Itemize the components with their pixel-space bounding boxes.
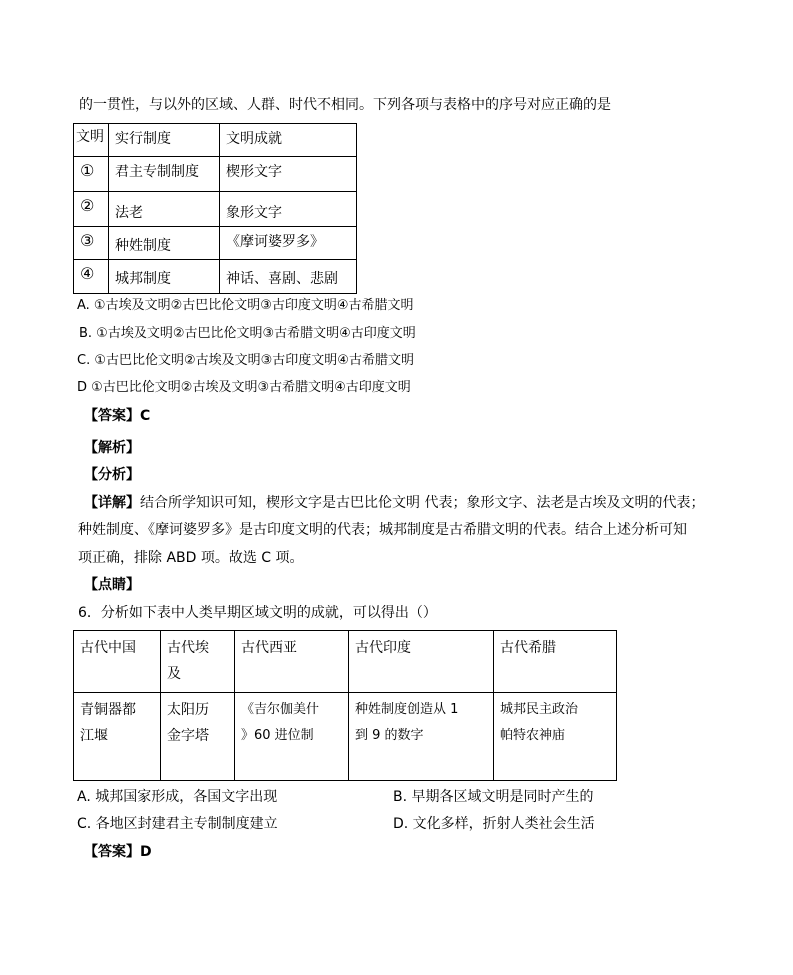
q5-option-d: D ①古巴比伦文明②古埃及文明③古希腊文明④古印度文明	[77, 380, 411, 395]
detail-line-2: 种姓制度、《摩诃婆罗多》是古印度文明的代表；城邦制度是古希腊文明的代表。结合上述分析可知	[78, 522, 687, 538]
table-cell: 种姓制度创造从 1 到 9 的数字	[349, 693, 494, 781]
table-cell: 君主专制制度	[109, 157, 220, 192]
q5-option-c: C. ①古巴比伦文明②古埃及文明③古印度文明④古希腊文明	[77, 353, 414, 368]
table-header-cell: 古代印度	[349, 631, 494, 693]
table-cell: ④	[74, 260, 109, 294]
dianjing-label: 【点睛】	[84, 577, 140, 593]
table-cell: 神话、喜剧、悲剧	[220, 260, 357, 294]
table-header-cell: 文明	[74, 124, 109, 157]
jiexi-label: 【解析】	[84, 440, 140, 456]
table-cell: 青铜器都 江堰	[74, 693, 161, 781]
table-cell: 城邦民主政治 帕特农神庙	[494, 693, 617, 781]
civilization-table	[73, 123, 357, 294]
q6-option-c: C. 各地区封建君主专制制度建立	[77, 816, 278, 832]
q6-option-a: A. 城邦国家形成，各国文字出现	[77, 789, 278, 805]
table-cell: 法老	[109, 192, 220, 227]
q6-answer: 【答案】D	[84, 844, 152, 860]
table-cell: ③	[74, 227, 109, 260]
table-cell: 城邦制度	[109, 260, 220, 294]
table-cell: 《吉尔伽美什 》60 进位制	[235, 693, 349, 781]
table-cell: 楔形文字	[220, 157, 357, 192]
table-cell: ②	[74, 192, 109, 227]
table-cell: 《摩诃婆罗多》	[220, 227, 357, 260]
table-header-cell: 文明成就	[220, 124, 357, 157]
table-header-cell: 古代中国	[74, 631, 161, 693]
table-cell: ①	[74, 157, 109, 192]
table-cell: 种姓制度	[109, 227, 220, 260]
detail-line-1: 【详解】结合所学知识可知，楔形文字是古巴比伦文明 代表；象形文字、法老是古埃及文明的代表；	[84, 495, 705, 511]
table-header-cell: 古代西亚	[235, 631, 349, 693]
table-cell: 象形文字	[220, 192, 357, 227]
table-header-cell: 实行制度	[109, 124, 220, 157]
table-cell: 太阳历 金字塔	[161, 693, 235, 781]
q5-option-b: B. ①古埃及文明②古巴比伦文明③古希腊文明④古印度文明	[79, 326, 416, 341]
q5-answer: 【答案】C	[84, 408, 151, 424]
table-header-cell: 古代希腊	[494, 631, 617, 693]
q6-option-d: D. 文化多样，折射人类社会生活	[393, 816, 595, 832]
fenxi-label: 【分析】	[84, 467, 140, 483]
detail-line-3: 项正确，排除 ABD 项。故选 C 项。	[78, 550, 304, 566]
table-header-cell: 古代埃 及	[161, 631, 235, 693]
q6-option-b: B. 早期各区域文明是同时产生的	[393, 789, 594, 805]
intro-text: 的一贯性，与以外的区域、人群、时代不相同。下列各项与表格中的序号对应正确的是	[79, 97, 611, 113]
q5-option-a: A. ①古埃及文明②古巴比伦文明③古印度文明④古希腊文明	[77, 298, 414, 313]
q6-stem: 6．分析如下表中人类早期区域文明的成就，可以得出（）	[78, 605, 437, 621]
early-civilizations-table	[73, 630, 617, 781]
